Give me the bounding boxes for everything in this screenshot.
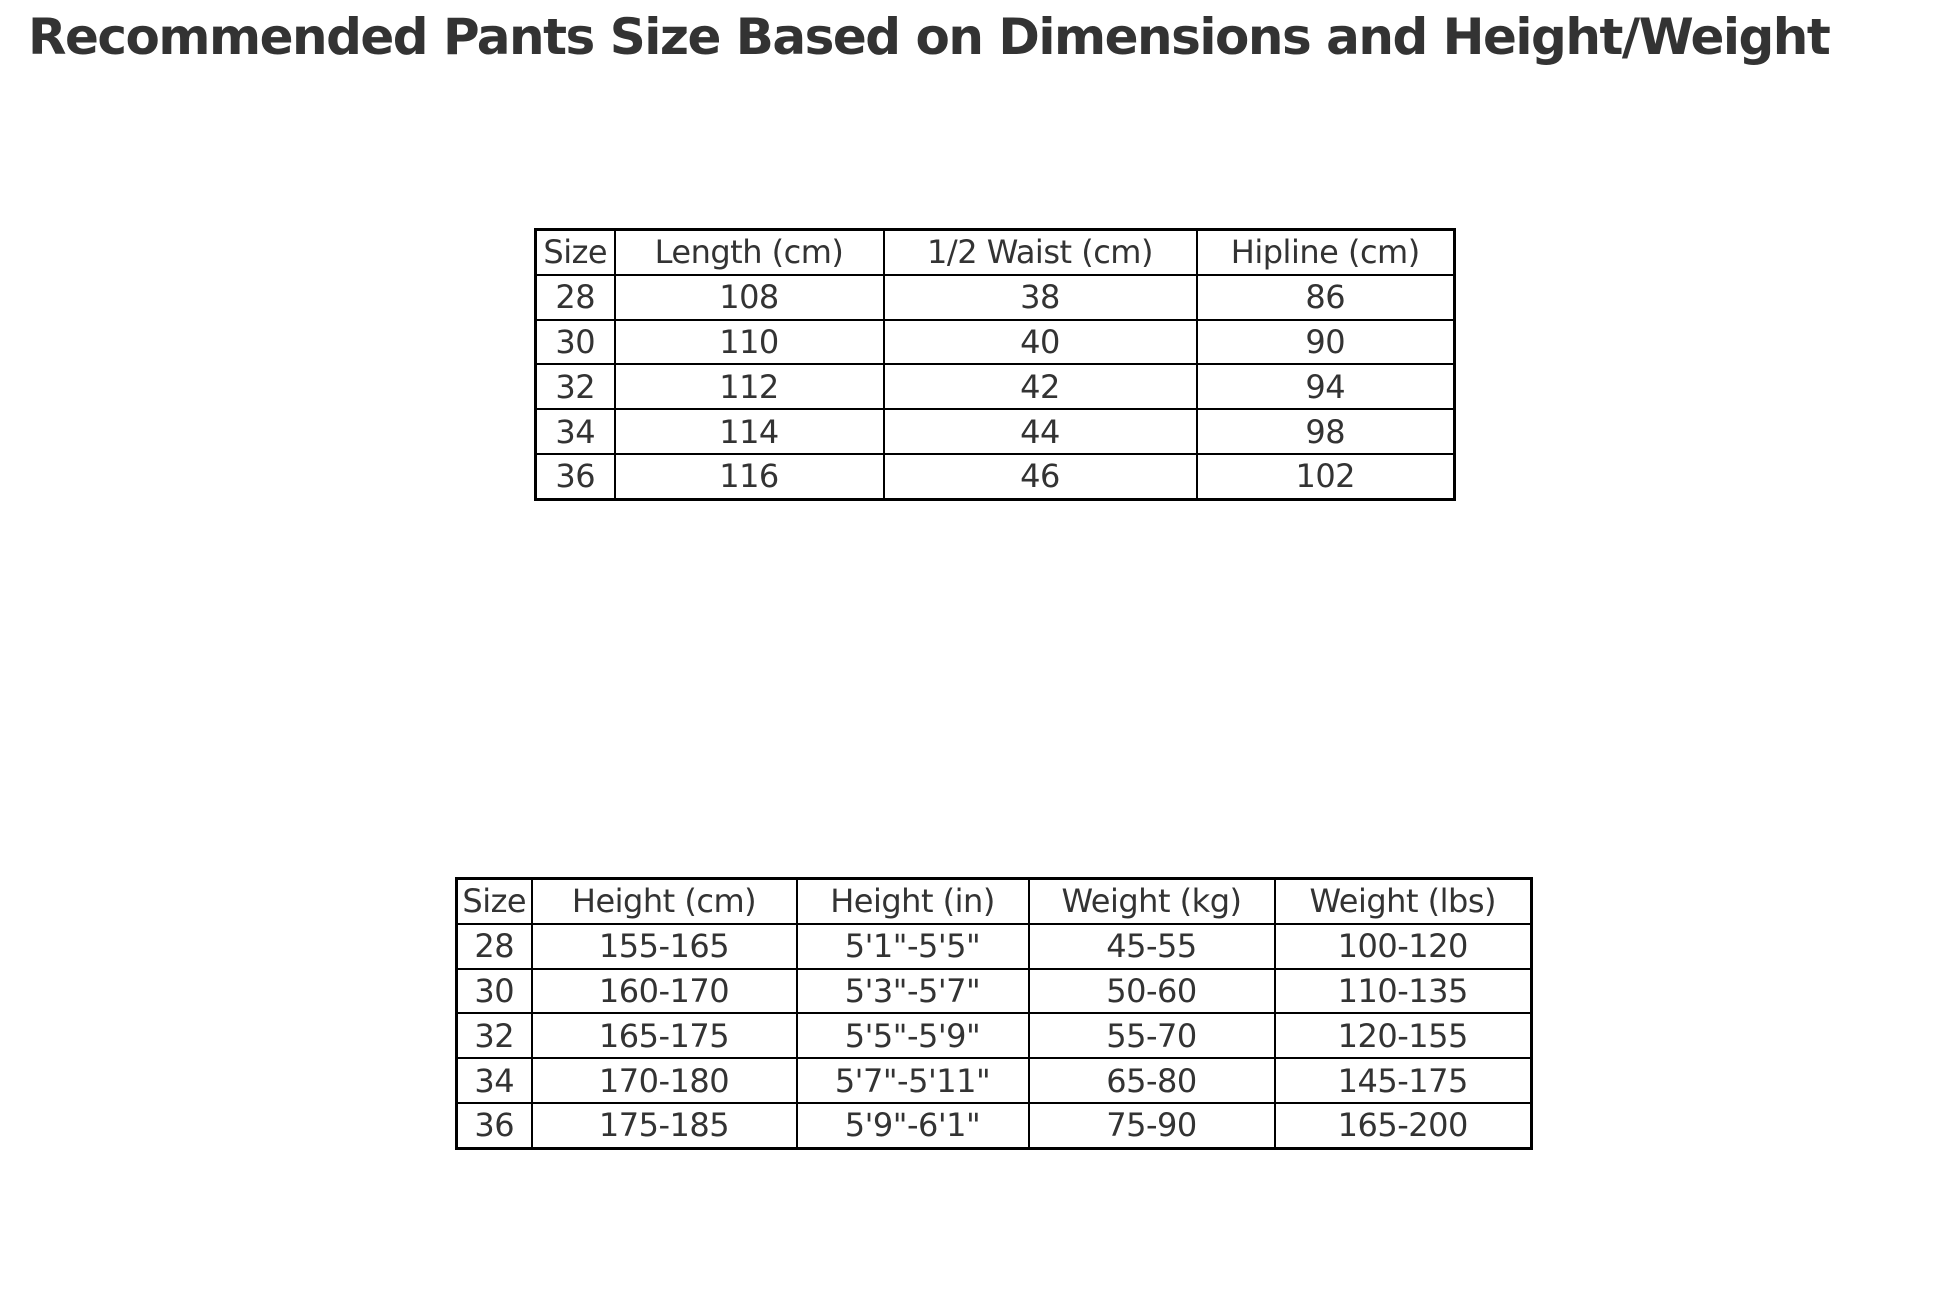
column-header: Size (457, 879, 532, 924)
table-cell: 5'5"-5'9" (797, 1013, 1029, 1058)
column-header: Length (cm) (615, 230, 884, 275)
table-cell: 110-135 (1275, 969, 1532, 1014)
table-cell: 34 (457, 1058, 532, 1103)
table-cell: 165-175 (532, 1013, 797, 1058)
table-cell: 28 (536, 275, 615, 320)
table-cell: 155-165 (532, 924, 797, 969)
table-cell: 108 (615, 275, 884, 320)
table-row (457, 1058, 1532, 1103)
table-cell: 90 (1197, 320, 1455, 365)
column-header: Size (536, 230, 615, 275)
table-cell: 65-80 (1029, 1058, 1275, 1103)
table-cell: 5'9"-6'1" (797, 1103, 1029, 1148)
table-cell: 30 (457, 969, 532, 1014)
table-cell: 94 (1197, 364, 1455, 409)
pants-dimensions-table (534, 228, 1456, 501)
table-row (457, 1103, 1532, 1148)
table-cell: 170-180 (532, 1058, 797, 1103)
table-cell: 55-70 (1029, 1013, 1275, 1058)
table-cell: 120-155 (1275, 1013, 1532, 1058)
table-cell: 34 (536, 409, 615, 454)
table-cell: 145-175 (1275, 1058, 1532, 1103)
column-header: Weight (lbs) (1275, 879, 1532, 924)
column-header: 1/2 Waist (cm) (884, 230, 1197, 275)
page-title: Recommended Pants Size Based on Dimensions and Height/Weight (28, 8, 1830, 66)
table-cell: 116 (615, 454, 884, 499)
table-cell: 30 (536, 320, 615, 365)
header-row (457, 879, 1532, 924)
table-cell: 112 (615, 364, 884, 409)
height-weight-table (455, 877, 1533, 1150)
table-cell: 44 (884, 409, 1197, 454)
table-cell: 110 (615, 320, 884, 365)
column-header: Height (cm) (532, 879, 797, 924)
table-cell: 160-170 (532, 969, 797, 1014)
table-cell: 28 (457, 924, 532, 969)
table-cell: 32 (457, 1013, 532, 1058)
table-cell: 36 (536, 454, 615, 499)
table-cell: 86 (1197, 275, 1455, 320)
table-cell: 5'7"-5'11" (797, 1058, 1029, 1103)
table-cell: 5'3"-5'7" (797, 969, 1029, 1014)
table-cell: 46 (884, 454, 1197, 499)
table-cell: 40 (884, 320, 1197, 365)
table-cell: 32 (536, 364, 615, 409)
table-cell: 42 (884, 364, 1197, 409)
table-cell: 100-120 (1275, 924, 1532, 969)
column-header: Hipline (cm) (1197, 230, 1455, 275)
table-row (536, 409, 1455, 454)
table-cell: 36 (457, 1103, 532, 1148)
table-row (457, 969, 1532, 1014)
table-cell: 50-60 (1029, 969, 1275, 1014)
table-row (536, 320, 1455, 365)
column-header: Height (in) (797, 879, 1029, 924)
table-cell: 38 (884, 275, 1197, 320)
table-cell: 175-185 (532, 1103, 797, 1148)
table-cell: 45-55 (1029, 924, 1275, 969)
table-cell: 98 (1197, 409, 1455, 454)
table-row (536, 275, 1455, 320)
table-cell: 102 (1197, 454, 1455, 499)
table-row (536, 454, 1455, 499)
column-header: Weight (kg) (1029, 879, 1275, 924)
table-cell: 75-90 (1029, 1103, 1275, 1148)
table-cell: 165-200 (1275, 1103, 1532, 1148)
table-cell: 114 (615, 409, 884, 454)
table-cell: 5'1"-5'5" (797, 924, 1029, 969)
table-row (457, 1013, 1532, 1058)
header-row (536, 230, 1455, 275)
table-row (536, 364, 1455, 409)
table-row (457, 924, 1532, 969)
